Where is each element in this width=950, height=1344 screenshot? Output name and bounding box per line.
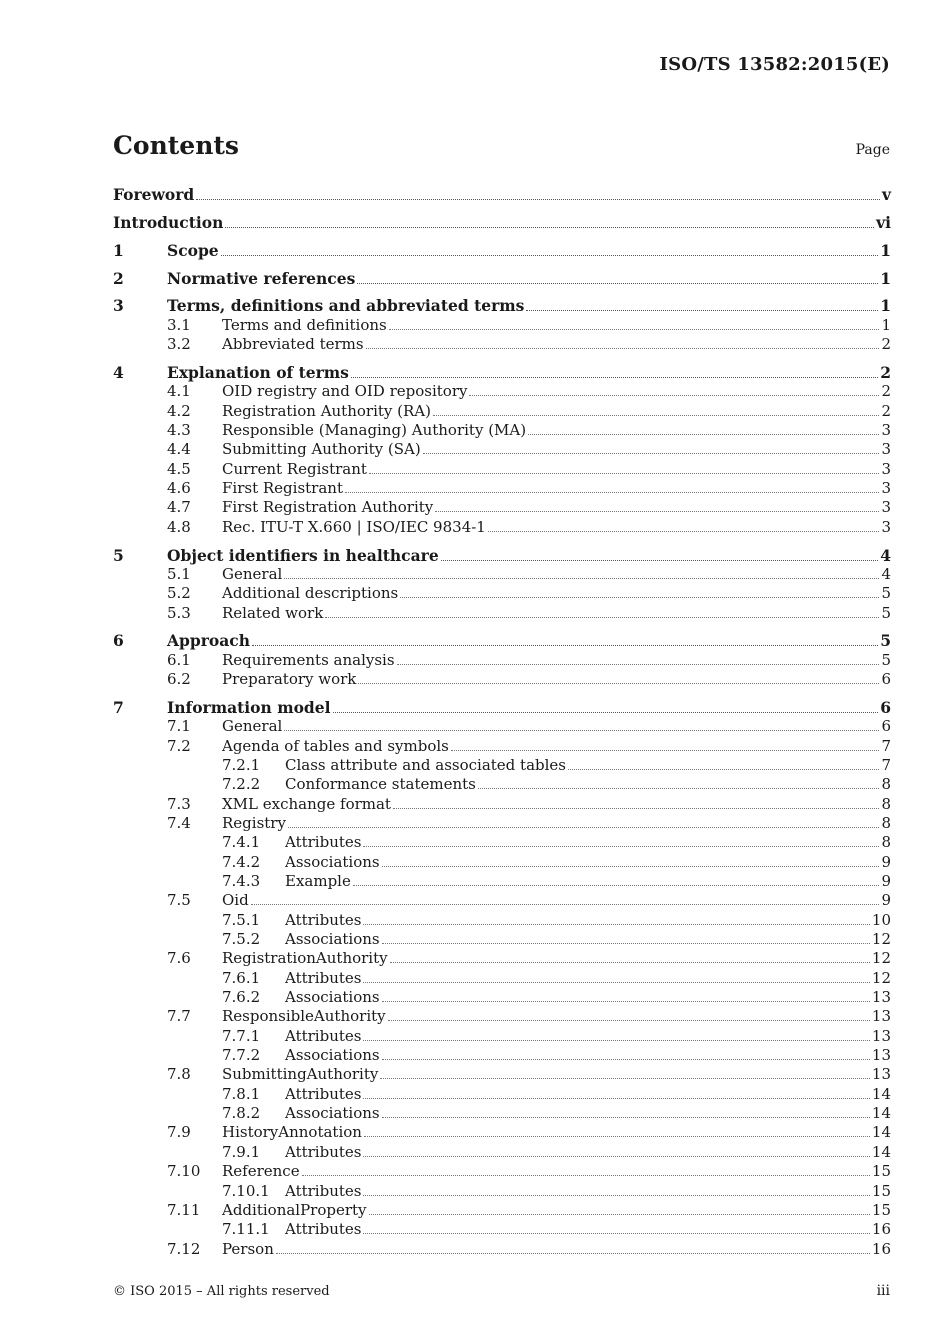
dot-leader bbox=[363, 1232, 869, 1234]
toc-entry-title[interactable]: Attributes bbox=[285, 1084, 362, 1103]
dot-leader bbox=[363, 1155, 869, 1157]
toc-entry[interactable] bbox=[113, 440, 891, 459]
dot-leader bbox=[380, 1077, 870, 1079]
toc-entry[interactable] bbox=[113, 402, 891, 421]
dot-leader bbox=[302, 1174, 870, 1176]
toc-entry-title[interactable]: First Registration Authority bbox=[222, 498, 434, 517]
dot-leader bbox=[390, 961, 870, 963]
dot-leader bbox=[382, 1116, 870, 1118]
toc-entry-number: 7.5.1 bbox=[222, 910, 261, 929]
toc-entry-number: 4.1 bbox=[167, 382, 191, 401]
toc-entry-page[interactable]: vi bbox=[876, 212, 891, 232]
toc-entry-title[interactable]: Terms and definitions bbox=[222, 315, 387, 334]
dot-leader bbox=[196, 198, 880, 200]
footer-copyright: © ISO 2015 – All rights reserved bbox=[113, 1284, 330, 1299]
toc-entry-number: 7.5.2 bbox=[222, 930, 261, 949]
toc-entry[interactable] bbox=[113, 363, 891, 382]
dot-leader bbox=[393, 807, 879, 809]
dot-leader bbox=[351, 376, 878, 378]
toc-entry-number: 3.2 bbox=[167, 335, 191, 354]
toc-entry-page[interactable]: 16 bbox=[871, 1239, 891, 1258]
toc-entry[interactable] bbox=[113, 969, 891, 988]
dot-leader bbox=[451, 749, 880, 751]
dot-leader bbox=[369, 472, 880, 474]
toc-entry-title[interactable]: Oid bbox=[222, 891, 249, 910]
toc-entry-title[interactable]: Foreword bbox=[113, 185, 195, 204]
toc-entry-number: 7.8.1 bbox=[222, 1084, 261, 1103]
dot-leader bbox=[382, 942, 870, 944]
dot-leader bbox=[369, 1213, 870, 1215]
toc-entry[interactable] bbox=[113, 1123, 891, 1142]
toc-entry-title[interactable]: General bbox=[222, 564, 283, 583]
toc-entry-number: 7 bbox=[113, 697, 124, 717]
toc-entry-page[interactable]: 13 bbox=[871, 1026, 891, 1045]
toc-entry-title[interactable]: Current Registrant bbox=[222, 459, 367, 478]
dot-leader bbox=[353, 884, 880, 886]
toc-entry-title[interactable]: Attributes bbox=[285, 833, 362, 852]
toc-entry-page[interactable]: 10 bbox=[871, 910, 891, 929]
toc-entry-number: 6.2 bbox=[167, 670, 191, 689]
toc-entry-page[interactable]: 2 bbox=[881, 335, 891, 354]
toc-entry[interactable] bbox=[113, 296, 891, 315]
toc-entry-number: 3.1 bbox=[167, 315, 191, 334]
toc-entry[interactable] bbox=[113, 460, 891, 479]
dot-leader bbox=[325, 616, 879, 618]
toc-entry[interactable] bbox=[113, 872, 891, 891]
table-of-contents bbox=[113, 185, 891, 1259]
toc-entry[interactable] bbox=[113, 1182, 891, 1201]
toc-entry-number: 7.9.1 bbox=[222, 1142, 261, 1161]
toc-entry-page[interactable]: 12 bbox=[871, 930, 891, 949]
toc-entry-title[interactable]: Responsible (Managing) Authority (MA) bbox=[222, 420, 527, 439]
toc-entry[interactable] bbox=[113, 833, 891, 852]
toc-entry-page[interactable]: 5 bbox=[881, 603, 891, 622]
dot-leader bbox=[333, 711, 879, 713]
toc-entry-page[interactable]: 5 bbox=[880, 631, 891, 651]
toc-entry-number: 2 bbox=[113, 268, 124, 288]
toc-entry-title[interactable]: Attributes bbox=[285, 910, 362, 929]
toc-entry-number: 7.4.1 bbox=[222, 833, 261, 852]
toc-entry-title[interactable]: Attributes bbox=[285, 1026, 362, 1045]
toc-entry[interactable] bbox=[113, 213, 891, 232]
toc-entry[interactable] bbox=[113, 421, 891, 440]
toc-entry[interactable] bbox=[113, 1240, 891, 1259]
toc-entry[interactable] bbox=[113, 988, 891, 1007]
toc-entry-page[interactable]: 3 bbox=[881, 517, 891, 536]
toc-entry-page[interactable]: 3 bbox=[881, 498, 891, 517]
toc-entry-title[interactable]: Associations bbox=[285, 1046, 380, 1065]
toc-entry[interactable] bbox=[113, 1104, 891, 1123]
toc-entry-number: 7.9 bbox=[167, 1123, 191, 1142]
dot-leader bbox=[221, 254, 879, 256]
toc-entry-title[interactable]: General bbox=[222, 717, 283, 736]
toc-entry-page[interactable]: 3 bbox=[881, 459, 891, 478]
toc-entry[interactable] bbox=[113, 316, 891, 335]
toc-entry-page[interactable]: 8 bbox=[881, 775, 891, 794]
toc-entry[interactable] bbox=[113, 670, 891, 689]
toc-entry-title[interactable]: Associations bbox=[285, 988, 380, 1007]
toc-entry-number: 4.3 bbox=[167, 420, 191, 439]
toc-entry[interactable] bbox=[113, 651, 891, 670]
dot-leader bbox=[364, 1135, 870, 1137]
toc-entry-title[interactable]: Terms, definitions and abbreviated terms bbox=[167, 296, 525, 316]
toc-entry-title[interactable]: Class attribute and associated tables bbox=[285, 755, 566, 774]
toc-entry-number: 7.11.1 bbox=[222, 1220, 270, 1239]
dot-leader bbox=[423, 452, 880, 454]
toc-entry-title[interactable]: Attributes bbox=[285, 1220, 362, 1239]
toc-entry-page[interactable]: 13 bbox=[871, 1065, 891, 1084]
toc-entry-page[interactable]: 14 bbox=[871, 1084, 891, 1103]
toc-entry-title[interactable]: HistoryAnnotation bbox=[222, 1123, 362, 1142]
toc-entry-number: 4.7 bbox=[167, 498, 191, 517]
toc-entry-title[interactable]: Additional descriptions bbox=[222, 584, 399, 603]
toc-entry-number: 7.7 bbox=[167, 1007, 191, 1026]
toc-entry[interactable] bbox=[113, 949, 891, 968]
toc-entry-page[interactable]: 13 bbox=[871, 1007, 891, 1026]
toc-entry[interactable] bbox=[113, 717, 891, 736]
dot-leader bbox=[357, 282, 878, 284]
dot-leader bbox=[397, 663, 880, 665]
toc-entry-page[interactable]: 7 bbox=[881, 755, 891, 774]
toc-entry-page[interactable]: 6 bbox=[881, 670, 891, 689]
toc-entry[interactable] bbox=[113, 479, 891, 498]
dot-leader bbox=[400, 596, 879, 598]
toc-entry[interactable] bbox=[113, 1085, 891, 1104]
toc-entry-page[interactable]: 13 bbox=[871, 1046, 891, 1065]
dot-leader bbox=[526, 309, 878, 311]
toc-entry-page[interactable]: 7 bbox=[881, 736, 891, 755]
dot-leader bbox=[284, 577, 879, 579]
toc-entry[interactable] bbox=[113, 930, 891, 949]
dot-leader bbox=[358, 682, 879, 684]
toc-entry[interactable] bbox=[113, 1201, 891, 1220]
toc-entry-page[interactable]: 5 bbox=[881, 650, 891, 669]
toc-entry-number: 7.4.2 bbox=[222, 852, 261, 871]
dot-leader bbox=[363, 1194, 869, 1196]
toc-entry-page[interactable]: 15 bbox=[871, 1181, 891, 1200]
toc-entry[interactable] bbox=[113, 1046, 891, 1065]
toc-entry-page[interactable]: 14 bbox=[871, 1142, 891, 1161]
toc-entry-number: 7.1 bbox=[167, 717, 191, 736]
dot-leader bbox=[363, 923, 869, 925]
toc-entry-title[interactable]: Associations bbox=[285, 852, 380, 871]
dot-leader bbox=[251, 903, 880, 905]
toc-entry[interactable] bbox=[113, 382, 891, 401]
toc-entry-number: 4.6 bbox=[167, 478, 191, 497]
toc-entry-page[interactable]: 3 bbox=[881, 420, 891, 439]
toc-entry[interactable] bbox=[113, 584, 891, 603]
toc-entry-page[interactable]: 4 bbox=[880, 545, 891, 565]
toc-entry-title[interactable]: Registry bbox=[222, 813, 286, 832]
toc-entry[interactable] bbox=[113, 1220, 891, 1239]
dot-leader bbox=[435, 510, 879, 512]
toc-entry-number: 7.2.1 bbox=[222, 755, 261, 774]
toc-entry-number: 7.7.1 bbox=[222, 1026, 261, 1045]
toc-entry-page[interactable]: 1 bbox=[880, 240, 891, 260]
toc-entry-title[interactable]: Normative references bbox=[167, 268, 356, 288]
toc-entry-title[interactable]: Attributes bbox=[285, 1142, 362, 1161]
toc-entry-title[interactable]: Information model bbox=[167, 697, 331, 717]
toc-entry-number: 7.6 bbox=[167, 949, 191, 968]
toc-entry-title[interactable]: Explanation of terms bbox=[167, 362, 349, 382]
toc-entry-page[interactable]: 14 bbox=[871, 1123, 891, 1142]
toc-entry-page[interactable]: 9 bbox=[881, 872, 891, 890]
toc-entry-number: 5.3 bbox=[167, 603, 191, 622]
toc-entry-number: 3 bbox=[113, 296, 124, 316]
toc-entry-title[interactable]: First Registrant bbox=[222, 478, 343, 497]
toc-entry-title[interactable]: Rec. ITU-T X.660 | ISO/IEC 9834-1 bbox=[222, 517, 486, 536]
dot-leader bbox=[433, 414, 879, 416]
dot-leader bbox=[363, 1097, 869, 1099]
toc-entry-title[interactable]: Submitting Authority (SA) bbox=[222, 440, 421, 459]
toc-entry[interactable] bbox=[113, 756, 891, 775]
toc-entry-page[interactable]: 9 bbox=[881, 852, 891, 871]
toc-entry-number: 7.11 bbox=[167, 1200, 201, 1219]
toc-entry-number: 7.3 bbox=[167, 794, 191, 813]
footer-page-number: iii bbox=[876, 1283, 890, 1299]
toc-entry[interactable] bbox=[113, 546, 891, 565]
toc-entry-page[interactable]: 8 bbox=[881, 813, 891, 832]
toc-entry[interactable] bbox=[113, 518, 891, 537]
toc-entry[interactable] bbox=[113, 1065, 891, 1084]
toc-entry-number: 4.8 bbox=[167, 517, 191, 536]
document-id: ISO/TS 13582:2015(E) bbox=[659, 54, 890, 75]
toc-entry[interactable] bbox=[113, 737, 891, 756]
toc-entry[interactable] bbox=[113, 185, 891, 204]
dot-leader bbox=[252, 644, 878, 646]
toc-entry-page[interactable]: 15 bbox=[871, 1200, 891, 1219]
toc-entry-page[interactable]: 12 bbox=[871, 949, 891, 968]
toc-entry[interactable] bbox=[113, 814, 891, 833]
toc-entry-page[interactable]: 4 bbox=[881, 564, 891, 583]
toc-entry-page[interactable]: 16 bbox=[871, 1220, 891, 1239]
toc-entry[interactable] bbox=[113, 1162, 891, 1181]
toc-entry-title[interactable]: Abbreviated terms bbox=[222, 335, 364, 354]
toc-entry-page[interactable]: 6 bbox=[880, 697, 891, 717]
page-title: Contents bbox=[113, 131, 240, 160]
toc-entry-page[interactable]: 9 bbox=[881, 891, 891, 910]
toc-entry-page[interactable]: 3 bbox=[881, 478, 891, 497]
dot-leader bbox=[382, 1058, 870, 1060]
toc-entry-page[interactable]: 2 bbox=[880, 362, 891, 382]
toc-entry-title[interactable]: XML exchange format bbox=[222, 794, 391, 813]
toc-entry[interactable] bbox=[113, 1027, 891, 1046]
toc-entry-title[interactable]: Object identifiers in healthcare bbox=[167, 545, 439, 565]
toc-entry-page[interactable]: 12 bbox=[871, 968, 891, 987]
dot-leader bbox=[284, 729, 879, 731]
toc-entry-page[interactable]: 2 bbox=[881, 401, 891, 420]
dot-leader bbox=[382, 1000, 870, 1002]
toc-entry-title[interactable]: Registration Authority (RA) bbox=[222, 401, 431, 420]
toc-entry-page[interactable]: 1 bbox=[880, 296, 891, 316]
toc-entry[interactable] bbox=[113, 498, 891, 517]
toc-entry[interactable] bbox=[113, 795, 891, 814]
toc-entry-number: 7.2 bbox=[167, 736, 191, 755]
dot-leader bbox=[389, 328, 880, 330]
toc-entry-number: 6 bbox=[113, 631, 124, 651]
toc-entry-number: 6.1 bbox=[167, 650, 191, 669]
toc-entry[interactable] bbox=[113, 698, 891, 717]
toc-entry[interactable] bbox=[113, 891, 891, 910]
dot-leader bbox=[345, 491, 879, 493]
dot-leader bbox=[388, 1019, 870, 1021]
toc-entry-number: 7.6.1 bbox=[222, 968, 261, 987]
dot-leader bbox=[276, 1252, 870, 1254]
toc-entry-title[interactable]: Requirements analysis bbox=[222, 650, 395, 669]
toc-entry-page[interactable]: 3 bbox=[881, 440, 891, 459]
toc-entry-number: 7.12 bbox=[167, 1239, 201, 1258]
toc-entry-page[interactable]: 1 bbox=[881, 315, 891, 334]
toc-entry[interactable] bbox=[113, 775, 891, 794]
toc-entry-title[interactable]: Attributes bbox=[285, 968, 362, 987]
dot-leader bbox=[363, 1039, 869, 1041]
toc-entry-page[interactable]: 13 bbox=[871, 988, 891, 1007]
dot-leader bbox=[363, 845, 879, 847]
toc-entry-number: 7.7.2 bbox=[222, 1046, 261, 1065]
toc-entry-title[interactable]: Associations bbox=[285, 930, 380, 949]
toc-entry[interactable] bbox=[113, 631, 891, 650]
toc-entry-number: 4.5 bbox=[167, 459, 191, 478]
toc-entry-number: 1 bbox=[113, 240, 124, 260]
toc-entry-number: 7.10 bbox=[167, 1162, 201, 1181]
toc-entry-number: 5 bbox=[113, 545, 124, 565]
toc-entry-title[interactable]: Conformance statements bbox=[285, 775, 476, 794]
toc-entry[interactable] bbox=[113, 911, 891, 930]
dot-leader bbox=[363, 981, 869, 983]
toc-entry-title[interactable]: Scope bbox=[167, 240, 219, 260]
toc-entry-number: 7.2.2 bbox=[222, 775, 261, 794]
page-column-label: Page bbox=[855, 142, 890, 158]
toc-entry-title[interactable]: Approach bbox=[167, 631, 250, 651]
toc-entry-number: 5.1 bbox=[167, 564, 191, 583]
toc-entry[interactable] bbox=[113, 565, 891, 584]
toc-entry-page[interactable]: 1 bbox=[880, 268, 891, 288]
toc-entry-number: 4 bbox=[113, 362, 124, 382]
toc-entry-number: 7.4.3 bbox=[222, 872, 261, 890]
toc-entry[interactable] bbox=[113, 335, 891, 354]
toc-entry-number: 7.4 bbox=[167, 813, 191, 832]
toc-entry-title[interactable]: Reference bbox=[222, 1162, 300, 1181]
toc-entry-page[interactable]: 8 bbox=[881, 794, 891, 813]
toc-entry-number: 7.5 bbox=[167, 891, 191, 910]
toc-entry-title[interactable]: Introduction bbox=[113, 212, 224, 232]
dot-leader bbox=[366, 347, 880, 349]
toc-entry[interactable] bbox=[113, 1007, 891, 1026]
toc-entry-number: 7.8.2 bbox=[222, 1104, 261, 1123]
toc-entry-page[interactable]: v bbox=[881, 185, 891, 204]
toc-entry[interactable] bbox=[113, 269, 891, 288]
toc-entry-title[interactable]: ResponsibleAuthority bbox=[222, 1007, 386, 1026]
toc-entry-page[interactable]: 2 bbox=[881, 382, 891, 401]
toc-entry-number: 7.10.1 bbox=[222, 1181, 270, 1200]
toc-entry-number: 7.8 bbox=[167, 1065, 191, 1084]
dot-leader bbox=[441, 559, 879, 561]
toc-entry-number: 4.4 bbox=[167, 440, 191, 459]
dot-leader bbox=[225, 226, 874, 228]
toc-entry[interactable] bbox=[113, 853, 891, 872]
toc-entry-title[interactable]: Agenda of tables and symbols bbox=[222, 736, 449, 755]
dot-leader bbox=[382, 865, 880, 867]
toc-entry-number: 5.2 bbox=[167, 584, 191, 603]
toc-entry-title[interactable]: Attributes bbox=[285, 1181, 362, 1200]
toc-entry[interactable] bbox=[113, 241, 891, 260]
toc-entry-page[interactable]: 15 bbox=[871, 1162, 891, 1181]
toc-entry-title[interactable]: Preparatory work bbox=[222, 670, 357, 689]
dot-leader bbox=[488, 530, 880, 532]
dot-leader bbox=[528, 433, 879, 435]
toc-entry-title[interactable]: Related work bbox=[222, 603, 324, 622]
toc-entry-page[interactable]: 8 bbox=[881, 833, 891, 852]
toc-entry-number: 7.6.2 bbox=[222, 988, 261, 1007]
toc-entry-title[interactable]: SubmittingAuthority bbox=[222, 1065, 379, 1084]
dot-leader bbox=[568, 768, 879, 770]
toc-entry[interactable] bbox=[113, 604, 891, 623]
toc-entry-number: 4.2 bbox=[167, 401, 191, 420]
dot-leader bbox=[469, 394, 879, 396]
dot-leader bbox=[478, 787, 880, 789]
toc-entry-title[interactable]: AdditionalProperty bbox=[222, 1200, 367, 1219]
toc-entry-title[interactable]: Person bbox=[222, 1239, 274, 1258]
toc-entry-page[interactable]: 6 bbox=[881, 717, 891, 736]
toc-entry-page[interactable]: 14 bbox=[871, 1104, 891, 1123]
toc-entry-title[interactable]: OID registry and OID repository bbox=[222, 382, 468, 401]
toc-entry-title[interactable]: RegistrationAuthority bbox=[222, 949, 388, 968]
toc-entry-title[interactable]: Associations bbox=[285, 1104, 380, 1123]
dot-leader bbox=[288, 826, 880, 828]
toc-entry[interactable] bbox=[113, 1143, 891, 1162]
toc-entry-title[interactable]: Example bbox=[285, 872, 351, 890]
toc-entry-page[interactable]: 5 bbox=[881, 584, 891, 603]
